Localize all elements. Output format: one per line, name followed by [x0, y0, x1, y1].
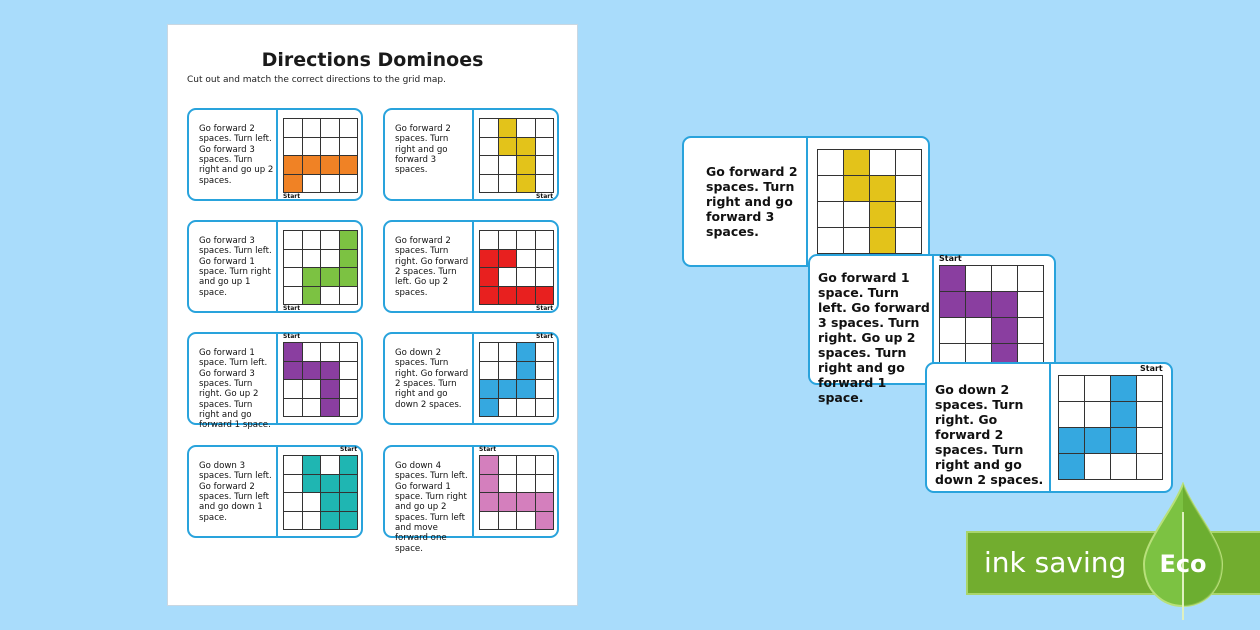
filled-grid-cell	[843, 149, 870, 176]
domino-divider	[276, 447, 278, 536]
grid-cell	[535, 342, 555, 362]
filled-grid-cell	[498, 492, 518, 512]
filled-grid-cell	[498, 137, 518, 157]
grid-cell	[302, 511, 322, 531]
filled-grid-cell	[283, 155, 303, 175]
directions-text: Go forward 1 space. Turn left. Go forward 3 spaces. Turn right. Go up 2 spaces. Turn right and go forward 1 space.	[818, 270, 930, 405]
grid-cell	[516, 249, 536, 269]
grid-cell	[1017, 317, 1044, 344]
grid-cell	[302, 137, 322, 157]
grid-cell	[339, 174, 359, 194]
grid-map	[283, 230, 357, 304]
directions-text: Go forward 3 spaces. Turn left. Go forward 1 space. Turn right and go up 1 space.	[199, 236, 272, 298]
grid-cell	[535, 118, 555, 138]
eco-leaf-icon	[1142, 482, 1224, 622]
directions-text: Go down 4 spaces. Turn left. Go forward 1 space. Turn right and go up 2 spaces. Turn left and move forward one space.	[395, 461, 468, 554]
grid-cell	[320, 249, 340, 269]
grid-cell	[535, 267, 555, 287]
small-domino-yellow	[383, 108, 559, 201]
grid-cell	[817, 201, 844, 228]
grid-cell	[302, 398, 322, 418]
grid-cell	[320, 137, 340, 157]
grid-cell	[479, 137, 499, 157]
grid-cell	[965, 265, 992, 292]
grid-map	[479, 455, 553, 529]
start-label: Start	[283, 333, 301, 340]
grid-cell	[535, 155, 555, 175]
filled-grid-cell	[320, 379, 340, 399]
filled-grid-cell	[1058, 453, 1085, 480]
grid-cell	[516, 398, 536, 418]
directions-text: Go forward 2 spaces. Turn right and go forward 3 spaces.	[706, 164, 798, 239]
grid-cell	[320, 455, 340, 475]
filled-grid-cell	[479, 455, 499, 475]
domino-divider	[472, 110, 474, 199]
small-domino-purple	[187, 332, 363, 431]
grid-cell	[535, 137, 555, 157]
filled-grid-cell	[535, 511, 555, 531]
domino-divider	[472, 447, 474, 536]
grid-cell	[479, 174, 499, 194]
grid-cell	[535, 361, 555, 381]
filled-grid-cell	[516, 286, 536, 306]
start-label: Start	[283, 193, 301, 200]
grid-cell	[895, 227, 922, 254]
grid-cell	[498, 398, 518, 418]
small-domino-teal	[187, 445, 363, 538]
filled-grid-cell	[939, 291, 966, 318]
grid-cell	[516, 230, 536, 250]
grid-cell	[869, 149, 896, 176]
filled-grid-cell	[991, 291, 1018, 318]
filled-grid-cell	[1110, 375, 1137, 402]
grid-cell	[1136, 401, 1163, 428]
filled-grid-cell	[1058, 427, 1085, 454]
filled-grid-cell	[965, 291, 992, 318]
grid-cell	[817, 227, 844, 254]
grid-map	[479, 118, 553, 192]
grid-cell	[339, 342, 359, 362]
grid-map	[939, 265, 1043, 369]
filled-grid-cell	[339, 474, 359, 494]
small-domino-orange	[187, 108, 363, 201]
ink-saving-text: ink saving	[984, 546, 1127, 579]
filled-grid-cell	[991, 317, 1018, 344]
domino-divider	[1049, 364, 1051, 491]
filled-grid-cell	[535, 286, 555, 306]
grid-cell	[535, 249, 555, 269]
grid-cell	[498, 455, 518, 475]
grid-cell	[498, 174, 518, 194]
grid-cell	[339, 286, 359, 306]
grid-map	[479, 230, 553, 304]
grid-cell	[320, 342, 340, 362]
directions-text: Go forward 2 spaces. Turn left. Go forward 3 spaces. Turn right and go up 2 spaces.	[199, 124, 274, 186]
filled-grid-cell	[869, 201, 896, 228]
directions-text: Go down 2 spaces. Turn right. Go forward 2 spaces. Turn right and go down 2 spaces.	[395, 348, 469, 410]
eco-badge-text: Eco	[1159, 550, 1207, 578]
directions-text: Go forward 2 spaces. Turn right. Go forward 2 spaces. Turn left. Go up 2 spaces.	[395, 236, 469, 298]
grid-map	[283, 342, 357, 416]
grid-cell	[895, 201, 922, 228]
grid-cell	[320, 174, 340, 194]
start-label: Start	[340, 446, 358, 453]
grid-cell	[479, 118, 499, 138]
filled-grid-cell	[1110, 427, 1137, 454]
grid-cell	[283, 379, 303, 399]
grid-cell	[283, 249, 303, 269]
grid-cell	[283, 455, 303, 475]
grid-cell	[535, 474, 555, 494]
grid-cell	[939, 317, 966, 344]
grid-cell	[479, 342, 499, 362]
grid-cell	[479, 511, 499, 531]
grid-cell	[535, 174, 555, 194]
grid-cell	[516, 455, 536, 475]
filled-grid-cell	[498, 379, 518, 399]
grid-cell	[498, 361, 518, 381]
filled-grid-cell	[498, 249, 518, 269]
filled-grid-cell	[516, 361, 536, 381]
grid-cell	[817, 175, 844, 202]
grid-cell	[843, 227, 870, 254]
worksheet-instructions: Cut out and match the correct directions to the grid map.	[187, 75, 446, 85]
grid-cell	[302, 249, 322, 269]
grid-cell	[1084, 375, 1111, 402]
filled-grid-cell	[302, 474, 322, 494]
grid-cell	[516, 118, 536, 138]
grid-cell	[320, 118, 340, 138]
filled-grid-cell	[843, 175, 870, 202]
grid-cell	[498, 230, 518, 250]
filled-grid-cell	[302, 455, 322, 475]
start-label: Start	[1140, 364, 1163, 373]
grid-cell	[302, 379, 322, 399]
grid-cell	[1058, 375, 1085, 402]
grid-cell	[895, 149, 922, 176]
grid-cell	[302, 174, 322, 194]
grid-map	[1058, 375, 1162, 479]
start-label: Start	[479, 446, 497, 453]
grid-cell	[339, 137, 359, 157]
grid-cell	[535, 379, 555, 399]
directions-text: Go down 2 spaces. Turn right. Go forward 2 spaces. Turn right and go down 2 spaces.	[935, 382, 1044, 487]
grid-cell	[965, 317, 992, 344]
grid-cell	[283, 286, 303, 306]
filled-grid-cell	[302, 286, 322, 306]
grid-map	[817, 149, 921, 253]
grid-cell	[1084, 453, 1111, 480]
domino-divider	[276, 334, 278, 423]
filled-grid-cell	[320, 474, 340, 494]
start-label: Start	[536, 193, 554, 200]
filled-grid-cell	[320, 155, 340, 175]
filled-grid-cell	[320, 398, 340, 418]
filled-grid-cell	[479, 398, 499, 418]
grid-cell	[283, 474, 303, 494]
grid-cell	[1136, 375, 1163, 402]
filled-grid-cell	[339, 230, 359, 250]
filled-grid-cell	[283, 174, 303, 194]
grid-cell	[1058, 401, 1085, 428]
worksheet-page	[167, 24, 578, 606]
grid-cell	[302, 118, 322, 138]
filled-grid-cell	[283, 361, 303, 381]
grid-cell	[895, 175, 922, 202]
start-label: Start	[939, 254, 962, 263]
small-domino-red	[383, 220, 559, 313]
filled-grid-cell	[479, 286, 499, 306]
grid-cell	[1017, 291, 1044, 318]
grid-map	[479, 342, 553, 416]
filled-grid-cell	[339, 492, 359, 512]
domino-divider	[806, 138, 808, 265]
grid-cell	[516, 267, 536, 287]
grid-cell	[283, 137, 303, 157]
start-label: Start	[283, 305, 301, 312]
grid-cell	[320, 230, 340, 250]
filled-grid-cell	[302, 361, 322, 381]
filled-grid-cell	[339, 249, 359, 269]
grid-map	[283, 118, 357, 192]
directions-text: Go down 3 spaces. Turn left. Go forward 2 spaces. Turn left and go down 1 space.	[199, 461, 272, 523]
grid-cell	[283, 492, 303, 512]
filled-grid-cell	[339, 267, 359, 287]
grid-cell	[498, 267, 518, 287]
small-domino-green	[187, 220, 363, 313]
grid-cell	[479, 230, 499, 250]
grid-cell	[1110, 453, 1137, 480]
filled-grid-cell	[516, 379, 536, 399]
grid-cell	[302, 342, 322, 362]
filled-grid-cell	[1110, 401, 1137, 428]
grid-cell	[283, 511, 303, 531]
grid-cell	[817, 149, 844, 176]
filled-grid-cell	[939, 265, 966, 292]
grid-cell	[283, 230, 303, 250]
filled-grid-cell	[516, 174, 536, 194]
filled-grid-cell	[320, 267, 340, 287]
grid-cell	[283, 118, 303, 138]
grid-cell	[535, 455, 555, 475]
filled-grid-cell	[320, 492, 340, 512]
filled-grid-cell	[1084, 427, 1111, 454]
domino-divider	[276, 222, 278, 311]
grid-cell	[302, 230, 322, 250]
grid-cell	[535, 230, 555, 250]
grid-cell	[516, 511, 536, 531]
small-domino-pink	[383, 445, 559, 554]
directions-text: Go forward 2 spaces. Turn right and go forward 3 spaces.	[395, 124, 451, 176]
grid-cell	[1136, 427, 1163, 454]
worksheet-title: Directions Dominoes	[261, 49, 484, 71]
filled-grid-cell	[498, 286, 518, 306]
grid-cell	[320, 286, 340, 306]
filled-grid-cell	[339, 455, 359, 475]
filled-grid-cell	[498, 118, 518, 138]
grid-cell	[479, 361, 499, 381]
filled-grid-cell	[302, 267, 322, 287]
filled-grid-cell	[339, 155, 359, 175]
small-domino-blue	[383, 332, 559, 425]
grid-map	[283, 455, 357, 529]
domino-divider	[472, 222, 474, 311]
grid-cell	[843, 201, 870, 228]
filled-grid-cell	[283, 342, 303, 362]
grid-cell	[498, 511, 518, 531]
domino-divider	[472, 334, 474, 423]
grid-cell	[339, 118, 359, 138]
grid-cell	[1136, 453, 1163, 480]
grid-cell	[479, 155, 499, 175]
filled-grid-cell	[320, 511, 340, 531]
grid-cell	[498, 155, 518, 175]
large-domino-yellow	[682, 136, 930, 267]
large-domino-blue	[925, 362, 1173, 493]
filled-grid-cell	[869, 227, 896, 254]
filled-grid-cell	[479, 379, 499, 399]
filled-grid-cell	[479, 267, 499, 287]
grid-cell	[283, 267, 303, 287]
directions-text: Go forward 1 space. Turn left. Go forward 3 spaces. Turn right. Go up 2 spaces. Turn right and go forward 1 space.	[199, 348, 271, 431]
grid-cell	[991, 265, 1018, 292]
grid-cell	[302, 492, 322, 512]
filled-grid-cell	[516, 492, 536, 512]
filled-grid-cell	[339, 511, 359, 531]
filled-grid-cell	[516, 342, 536, 362]
grid-cell	[339, 379, 359, 399]
grid-cell	[535, 398, 555, 418]
filled-grid-cell	[320, 361, 340, 381]
filled-grid-cell	[869, 175, 896, 202]
start-label: Start	[536, 333, 554, 340]
grid-cell	[498, 342, 518, 362]
grid-cell	[283, 398, 303, 418]
domino-divider	[276, 110, 278, 199]
filled-grid-cell	[302, 155, 322, 175]
grid-cell	[498, 474, 518, 494]
grid-cell	[516, 474, 536, 494]
grid-cell	[339, 398, 359, 418]
filled-grid-cell	[516, 155, 536, 175]
filled-grid-cell	[479, 474, 499, 494]
start-label: Start	[536, 305, 554, 312]
filled-grid-cell	[479, 492, 499, 512]
grid-cell	[1084, 401, 1111, 428]
filled-grid-cell	[535, 492, 555, 512]
grid-cell	[1017, 265, 1044, 292]
filled-grid-cell	[479, 249, 499, 269]
grid-cell	[339, 361, 359, 381]
filled-grid-cell	[516, 137, 536, 157]
